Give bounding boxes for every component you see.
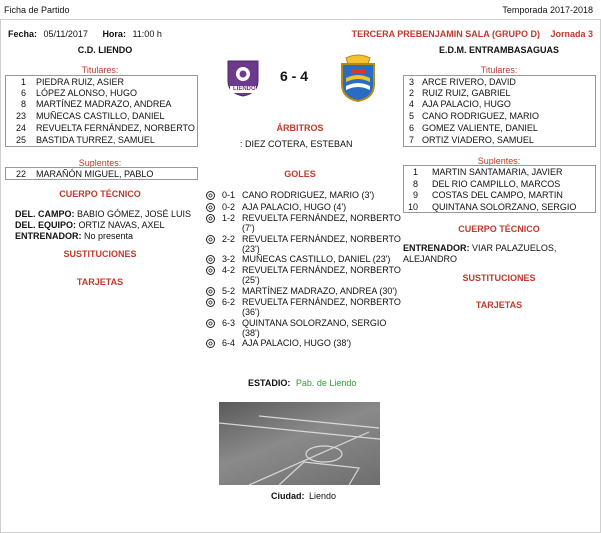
away-starters-list: 3 ARCE RIVERO, DAVID 2 RUIZ RUIZ, GABRIEL 4 AJA PALACIO, HUGO 5 CANO RODRIGUEZ, MARIO 6 GOMEZ VALIENTE, DANIEL 7 ORTIZ VIADERO, SAMUEL [403, 75, 596, 147]
stadium-link[interactable]: Pab. de Liendo [295, 378, 357, 388]
ball-icon [206, 255, 215, 264]
home-starters-label: Titulares: [81, 65, 119, 75]
ball-icon [206, 203, 215, 212]
home-subs-list: 22 MARAÑÓN MIGUEL, PABLO [5, 167, 198, 180]
competition-info: TERCERA PREBENJAMIN SALA (GRUPO D) Jornada 3 [351, 29, 593, 39]
stadium-info: ESTADIO: Pab. de Liendo [248, 378, 357, 388]
home-subs-label: Suplentes: [78, 158, 122, 168]
goals-label: GOLES [284, 169, 316, 179]
home-starters-list: 1 PIEDRA RUIZ, ASIER 6 LÓPEZ ALONSO, HUGO 8 MARTÍNEZ MADRAZO, ANDREA 23 MUÑECAS CASTILLO, DANIEL 24 REVUELTA FERNÁNDEZ, NORBERTO 25 BASTIDA TURREZ, SAMUEL [5, 75, 198, 147]
tab-title: Ficha de Partido [4, 5, 70, 15]
away-subs-list: 1 MARTIN SANTAMARIA, JAVIER 8 DEL RIO CAMPILLO, MARCOS 9 COSTAS DEL CAMPO, MARTIN 10 QUINTANA SOLORZANO, SERGIO [403, 165, 596, 213]
city-info: Ciudad: Liendo [271, 491, 337, 501]
away-team-name: E.D.M. ENTRAMBASAGUAS [438, 45, 559, 55]
home-team-name: C.D. LIENDO [77, 45, 133, 55]
ball-icon [206, 266, 215, 275]
home-cards-label: TARJETAS [76, 277, 124, 287]
away-subs-label: Suplentes: [477, 156, 521, 166]
referees-label: ÁRBITROS [276, 123, 324, 133]
away-team-logo-icon [336, 54, 380, 102]
ball-icon [206, 235, 215, 244]
ball-icon [206, 214, 215, 223]
home-staff-label: CUERPO TÉCNICO [59, 189, 141, 199]
home-team-logo-icon [224, 57, 262, 97]
match-date: Fecha: 05/11/2017 Hora: 11:00 h [8, 29, 162, 39]
season-label: Temporada 2017-2018 [502, 5, 593, 15]
home-substitutions-label: SUSTITUCIONES [63, 249, 137, 259]
away-staff-item-cont: ALEJANDRO [403, 254, 458, 264]
away-substitutions-label: SUSTITUCIONES [462, 273, 536, 283]
home-logo-text: LIENDO [233, 86, 256, 92]
home-staff-item: DEL. CAMPO: BABIO GÓMEZ, JOSÉ LUIS [15, 209, 192, 219]
pitch-image [219, 402, 380, 485]
away-staff-label: CUERPO TÉCNICO [458, 224, 540, 234]
away-cards-label: TARJETAS [475, 300, 523, 310]
ball-icon [206, 191, 215, 200]
referee-name: : DIEZ COTERA, ESTEBAN [240, 139, 353, 149]
ball-icon [206, 287, 215, 296]
match-score: 6 - 4 [280, 68, 309, 84]
home-staff-item: ENTRENADOR: No presenta [15, 231, 134, 241]
ball-icon [206, 319, 215, 328]
away-starters-label: Titulares: [480, 65, 518, 75]
top-bar [0, 0, 601, 20]
away-staff-item: ENTRENADOR: VIAR PALAZUELOS, [403, 243, 557, 253]
ball-icon [206, 298, 215, 307]
ball-icon [206, 339, 215, 348]
home-staff-item: DEL. EQUIPO: ORTIZ NAVAS, AXEL [15, 220, 165, 230]
